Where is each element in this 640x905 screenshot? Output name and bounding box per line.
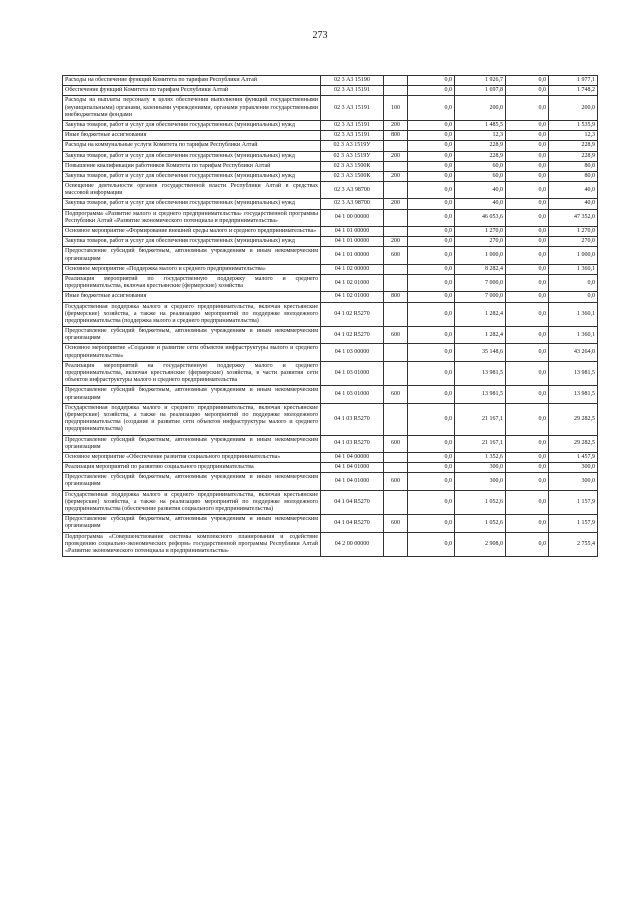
row-value-4: 80,0 [549, 171, 598, 181]
row-name: Основное мероприятие «Поддержка малого и среднего предпринимательства» [63, 264, 321, 274]
row-target-code: 04 1 04 R5270 [321, 490, 384, 515]
row-target-code: 04 1 03 01000 [321, 361, 384, 386]
row-value-4: 270,0 [549, 237, 598, 247]
row-value-2: 228,9 [455, 141, 506, 151]
row-value-2: 13 981,5 [455, 361, 506, 386]
row-value-2: 12,3 [455, 131, 506, 141]
row-value-4: 1 157,9 [549, 490, 598, 515]
table-row [63, 327, 598, 344]
row-value-2: 40,0 [455, 199, 506, 209]
row-value-1: 0,0 [408, 86, 455, 96]
row-value-4: 2 755,4 [549, 532, 598, 557]
row-name: Обеспечение функций Комитета по тарифам Республики Алтай [63, 86, 321, 96]
row-value-2: 40,0 [455, 182, 506, 199]
row-expense-type: 800 [384, 131, 408, 141]
row-value-1: 0,0 [408, 182, 455, 199]
row-expense-type [384, 344, 408, 361]
row-target-code: 02 3 А3 1519У [321, 151, 384, 161]
row-value-1: 0,0 [408, 435, 455, 452]
row-value-4: 1 360,1 [549, 264, 598, 274]
table-row [63, 452, 598, 462]
row-value-3: 0,0 [506, 463, 549, 473]
row-value-4: 80,0 [549, 161, 598, 171]
row-target-code: 04 1 02 01000 [321, 292, 384, 302]
table-row [63, 76, 598, 86]
row-value-1: 0,0 [408, 171, 455, 181]
row-value-4: 300,0 [549, 463, 598, 473]
row-value-3: 0,0 [506, 274, 549, 291]
row-expense-type: 600 [384, 435, 408, 452]
row-expense-type: 800 [384, 292, 408, 302]
row-value-2: 7 000,0 [455, 274, 506, 291]
table-row [63, 120, 598, 130]
row-value-3: 0,0 [506, 532, 549, 557]
budget-table [62, 75, 598, 557]
row-value-2: 1 697,8 [455, 86, 506, 96]
row-value-4: 12,3 [549, 131, 598, 141]
row-name: Расходы на коммунальные услуги Комитета по тарифам Республики Алтай [63, 141, 321, 151]
row-expense-type: 600 [384, 473, 408, 490]
row-target-code: 02 3 А3 1500К [321, 161, 384, 171]
row-target-code: 02 3 А3 15191 [321, 96, 384, 121]
table-row [63, 209, 598, 226]
row-expense-type [384, 302, 408, 327]
table-row [63, 473, 598, 490]
row-value-3: 0,0 [506, 120, 549, 130]
row-target-code: 02 3 А3 15191 [321, 120, 384, 130]
row-value-2: 1 926,7 [455, 76, 506, 86]
row-value-3: 0,0 [506, 161, 549, 171]
row-expense-type [384, 182, 408, 199]
row-value-3: 0,0 [506, 435, 549, 452]
row-expense-type [384, 264, 408, 274]
table-row [63, 490, 598, 515]
row-target-code: 02 3 А3 98700 [321, 182, 384, 199]
row-name: Предоставление субсидий бюджетным, автономным учреждениям и иным некоммерческим организациям [63, 473, 321, 490]
row-value-3: 0,0 [506, 96, 549, 121]
row-value-2: 35 148,6 [455, 344, 506, 361]
row-value-1: 0,0 [408, 532, 455, 557]
row-expense-type: 600 [384, 327, 408, 344]
row-name: Расходы на выплаты персоналу в целях обеспечения выполнения функций государственными (муниципальными) органами, казенными учреждениями, органами управления государственными внебюджетными фондами [63, 96, 321, 121]
row-value-2: 2 908,0 [455, 532, 506, 557]
row-expense-type: 100 [384, 96, 408, 121]
table-row [63, 515, 598, 532]
row-expense-type [384, 161, 408, 171]
table-row [63, 264, 598, 274]
row-target-code: 04 1 03 01000 [321, 386, 384, 403]
row-expense-type: 600 [384, 386, 408, 403]
row-value-3: 0,0 [506, 327, 549, 344]
table-row [63, 171, 598, 181]
table-row [63, 151, 598, 161]
row-value-2: 60,0 [455, 171, 506, 181]
table-row [63, 302, 598, 327]
table-row [63, 403, 598, 435]
row-value-2: 228,9 [455, 151, 506, 161]
row-value-3: 0,0 [506, 86, 549, 96]
row-value-2: 300,0 [455, 473, 506, 490]
row-name: Иные бюджетные ассигнования [63, 292, 321, 302]
table-row [63, 182, 598, 199]
row-value-1: 0,0 [408, 386, 455, 403]
row-value-1: 0,0 [408, 227, 455, 237]
row-value-2: 46 053,6 [455, 209, 506, 226]
row-value-1: 0,0 [408, 151, 455, 161]
row-value-4: 13 981,5 [549, 361, 598, 386]
row-value-3: 0,0 [506, 131, 549, 141]
row-value-4: 29 282,5 [549, 403, 598, 435]
row-name: Основное мероприятие «Создание и развитие сети объектов инфраструктуры малого и среднего предпринимательства» [63, 344, 321, 361]
row-target-code: 02 3 А3 1519У [321, 141, 384, 151]
table-row [63, 435, 598, 452]
table-row [63, 344, 598, 361]
row-value-1: 0,0 [408, 199, 455, 209]
row-target-code: 04 1 00 00000 [321, 209, 384, 226]
row-value-4: 1 270,0 [549, 227, 598, 237]
table-row [63, 532, 598, 557]
row-name: Закупка товаров, работ и услуг для обеспечения государственных (муниципальных) нужд [63, 120, 321, 130]
row-value-3: 0,0 [506, 344, 549, 361]
row-value-4: 47 352,0 [549, 209, 598, 226]
row-name: Основное мероприятие «Обеспечение развития социального предпринимательства» [63, 452, 321, 462]
table-row [63, 361, 598, 386]
row-value-2: 8 282,4 [455, 264, 506, 274]
table-row [63, 247, 598, 264]
row-value-1: 0,0 [408, 96, 455, 121]
row-name: Реализация мероприятий по государственную поддержку малого и среднего предпринимательства, включая крестьянские (фермерские) хозяйства [63, 274, 321, 291]
row-value-3: 0,0 [506, 199, 549, 209]
row-value-2: 270,0 [455, 237, 506, 247]
row-name: Основное мероприятие «Формирование внешней среды малого и среднего предпринимательства» [63, 227, 321, 237]
row-value-2: 1 282,4 [455, 302, 506, 327]
row-value-1: 0,0 [408, 209, 455, 226]
row-value-3: 0,0 [506, 209, 549, 226]
row-value-2: 1 352,6 [455, 452, 506, 462]
row-value-4: 1 000,0 [549, 247, 598, 264]
row-expense-type [384, 141, 408, 151]
row-expense-type [384, 463, 408, 473]
row-expense-type [384, 361, 408, 386]
row-value-3: 0,0 [506, 386, 549, 403]
row-target-code: 04 1 03 00000 [321, 344, 384, 361]
row-target-code: 04 1 01 00000 [321, 247, 384, 264]
table-row [63, 237, 598, 247]
row-value-1: 0,0 [408, 131, 455, 141]
row-value-4: 1 157,9 [549, 515, 598, 532]
table-row [63, 141, 598, 151]
row-value-4: 29 282,5 [549, 435, 598, 452]
row-value-1: 0,0 [408, 327, 455, 344]
row-value-3: 0,0 [506, 227, 549, 237]
row-name: Закупка товаров, работ и услуг для обеспечения государственных (муниципальных) нужд [63, 199, 321, 209]
row-value-1: 0,0 [408, 302, 455, 327]
row-expense-type: 200 [384, 120, 408, 130]
row-name: Иные бюджетные ассигнования [63, 131, 321, 141]
row-target-code: 04 1 04 00000 [321, 452, 384, 462]
row-name: Подпрограмма «Совершенствование системы комплексного планирования и содействие проведению социально-экономических реформ» государственной программы Республики Алтай «Развитие экономического потенциала и предпринимательства» [63, 532, 321, 557]
row-name: Закупка товаров, работ и услуг для обеспечения государственных (муниципальных) нужд [63, 151, 321, 161]
row-value-2: 1 052,6 [455, 515, 506, 532]
row-expense-type: 600 [384, 515, 408, 532]
row-value-1: 0,0 [408, 237, 455, 247]
row-value-4: 13 981,5 [549, 386, 598, 403]
row-target-code: 04 1 02 R5270 [321, 327, 384, 344]
row-value-3: 0,0 [506, 171, 549, 181]
row-expense-type [384, 403, 408, 435]
row-value-1: 0,0 [408, 452, 455, 462]
row-value-1: 0,0 [408, 361, 455, 386]
row-value-3: 0,0 [506, 76, 549, 86]
row-value-4: 1 360,1 [549, 327, 598, 344]
row-target-code: 04 1 03 R5270 [321, 435, 384, 452]
row-value-3: 0,0 [506, 247, 549, 264]
row-name: Подпрограмма «Развитие малого и среднего предпринимательства» государственной программы Республики Алтай «Развитие экономического потенциала и предпринимательства» [63, 209, 321, 226]
table-row [63, 96, 598, 121]
row-name: Государственная поддержка малого и среднего предпринимательства, включая крестьянские (фермерские) хозяйства, а также на реализацию мероприятий по поддержке молодежного предпринимательства (создание и развитие сети объектов инфраструктуры малого и среднего предпринимательства) [63, 403, 321, 435]
row-name: Расходы на обеспечение функций Комитета по тарифам Республики Алтай [63, 76, 321, 86]
row-value-1: 0,0 [408, 161, 455, 171]
row-expense-type [384, 532, 408, 557]
row-name: Государственная поддержка малого и среднего предпринимательства, включая крестьянские (фермерские) хозяйства, а также на реализацию мероприятий по поддержке молодежного предпринимательства (обеспечение развития социального предпринимательства) [63, 490, 321, 515]
row-value-3: 0,0 [506, 473, 549, 490]
row-value-4: 1 748,2 [549, 86, 598, 96]
row-value-1: 0,0 [408, 344, 455, 361]
row-value-1: 0,0 [408, 274, 455, 291]
row-value-2: 7 000,0 [455, 292, 506, 302]
row-target-code: 02 3 А3 15190 [321, 76, 384, 86]
row-name: Предоставление субсидий бюджетным, автономным учреждениям и иным некоммерческим организациям [63, 327, 321, 344]
table-row [63, 227, 598, 237]
row-value-2: 1 282,4 [455, 327, 506, 344]
budget-table-body [63, 76, 598, 557]
row-value-3: 0,0 [506, 151, 549, 161]
row-value-3: 0,0 [506, 515, 549, 532]
row-expense-type [384, 76, 408, 86]
row-value-2: 300,0 [455, 463, 506, 473]
row-value-3: 0,0 [506, 302, 549, 327]
page-number: 273 [312, 30, 328, 41]
row-value-4: 40,0 [549, 182, 598, 199]
row-name: Закупка товаров, работ и услуг для обеспечения государственных (муниципальных) нужд [63, 171, 321, 181]
row-name: Повышение квалификации работников Комитета по тарифам Республики Алтай [63, 161, 321, 171]
row-target-code: 04 1 04 01000 [321, 463, 384, 473]
row-target-code: 04 1 02 R5270 [321, 302, 384, 327]
row-value-3: 0,0 [506, 292, 549, 302]
row-value-4: 0,0 [549, 274, 598, 291]
row-value-1: 0,0 [408, 247, 455, 264]
row-value-4: 40,0 [549, 199, 598, 209]
row-value-3: 0,0 [506, 452, 549, 462]
row-value-3: 0,0 [506, 237, 549, 247]
table-row [63, 463, 598, 473]
row-value-3: 0,0 [506, 403, 549, 435]
row-expense-type [384, 227, 408, 237]
row-expense-type [384, 452, 408, 462]
table-row [63, 274, 598, 291]
row-expense-type: 200 [384, 237, 408, 247]
row-name: Реализация мероприятий на государственную поддержку малого и среднего предпринимательства, включая крестьянские (фермерские) хозяйства, в части развития сети объектов инфраструктуры малого и среднего предпринимательства [63, 361, 321, 386]
row-value-4: 43 264,0 [549, 344, 598, 361]
row-value-2: 13 981,5 [455, 386, 506, 403]
table-row [63, 292, 598, 302]
row-name: Предоставление субсидий бюджетным, автономным учреждениям и иным некоммерческим организациям [63, 435, 321, 452]
row-value-2: 21 167,1 [455, 403, 506, 435]
row-value-4: 300,0 [549, 473, 598, 490]
row-target-code: 04 1 03 R5270 [321, 403, 384, 435]
row-value-3: 0,0 [506, 182, 549, 199]
row-target-code: 02 3 А3 98700 [321, 199, 384, 209]
row-name: Предоставление субсидий бюджетным, автономным учреждениям и иным некоммерческим организациям [63, 386, 321, 403]
row-value-1: 0,0 [408, 76, 455, 86]
row-value-3: 0,0 [506, 490, 549, 515]
row-expense-type: 200 [384, 151, 408, 161]
table-row [63, 131, 598, 141]
row-value-4: 228,9 [549, 141, 598, 151]
row-value-2: 1 000,0 [455, 247, 506, 264]
row-value-1: 0,0 [408, 120, 455, 130]
row-expense-type: 200 [384, 199, 408, 209]
row-expense-type [384, 86, 408, 96]
row-target-code: 04 2 00 00000 [321, 532, 384, 557]
row-name: Государственная поддержка малого и среднего предпринимательства, включая крестьянские (фермерские) хозяйства, а также на реализацию мероприятий по поддержке молодежного предпринимательства (поддержка малого и среднего предпринимательства) [63, 302, 321, 327]
row-value-3: 0,0 [506, 361, 549, 386]
row-target-code: 04 1 02 01000 [321, 274, 384, 291]
row-target-code: 04 1 04 01000 [321, 473, 384, 490]
row-expense-type [384, 274, 408, 291]
row-name: Предоставление субсидий бюджетным, автономным учреждениям и иным некоммерческим организациям [63, 247, 321, 264]
row-target-code: 04 1 01 00000 [321, 227, 384, 237]
row-name: Освещение деятельности органов государственной власти Республики Алтай в средствах массовой информации [63, 182, 321, 199]
row-value-4: 1 535,9 [549, 120, 598, 130]
row-name: Реализация мероприятий по развитию социального предпринимательства [63, 463, 321, 473]
row-value-2: 21 167,1 [455, 435, 506, 452]
row-expense-type: 200 [384, 171, 408, 181]
row-target-code: 02 3 А3 15191 [321, 131, 384, 141]
row-target-code: 02 3 А3 15191 [321, 86, 384, 96]
row-value-1: 0,0 [408, 463, 455, 473]
row-value-3: 0,0 [506, 141, 549, 151]
row-value-1: 0,0 [408, 292, 455, 302]
row-value-1: 0,0 [408, 403, 455, 435]
row-target-code: 04 1 01 00000 [321, 237, 384, 247]
row-value-4: 1 977,1 [549, 76, 598, 86]
row-name: Предоставление субсидий бюджетным, автономным учреждениям и иным некоммерческим организациям [63, 515, 321, 532]
row-value-3: 0,0 [506, 264, 549, 274]
row-value-4: 228,9 [549, 151, 598, 161]
row-value-2: 1 485,5 [455, 120, 506, 130]
row-value-1: 0,0 [408, 141, 455, 151]
row-target-code: 04 1 04 R5270 [321, 515, 384, 532]
row-value-1: 0,0 [408, 515, 455, 532]
row-value-2: 200,0 [455, 96, 506, 121]
row-value-4: 200,0 [549, 96, 598, 121]
row-value-4: 0,0 [549, 292, 598, 302]
row-value-1: 0,0 [408, 490, 455, 515]
table-row [63, 386, 598, 403]
row-target-code: 04 1 02 00000 [321, 264, 384, 274]
table-row [63, 86, 598, 96]
table-row [63, 199, 598, 209]
row-value-1: 0,0 [408, 264, 455, 274]
row-target-code: 02 3 А3 1500К [321, 171, 384, 181]
row-value-2: 60,0 [455, 161, 506, 171]
row-value-2: 1 052,6 [455, 490, 506, 515]
row-expense-type [384, 209, 408, 226]
table-row [63, 161, 598, 171]
row-expense-type: 600 [384, 247, 408, 264]
row-expense-type [384, 490, 408, 515]
row-value-1: 0,0 [408, 473, 455, 490]
row-value-4: 1 457,9 [549, 452, 598, 462]
row-name: Закупка товаров, работ и услуг для обеспечения государственных (муниципальных) нужд [63, 237, 321, 247]
row-value-4: 1 360,1 [549, 302, 598, 327]
row-value-2: 1 270,0 [455, 227, 506, 237]
